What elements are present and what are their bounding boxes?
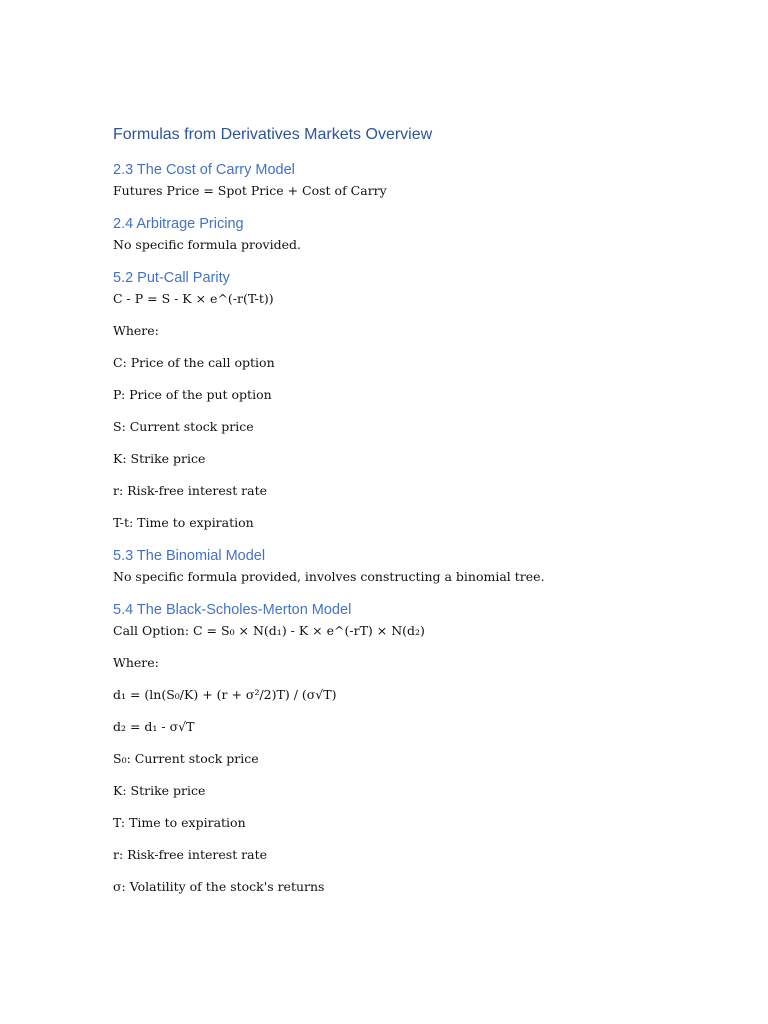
definition-line: r: Risk-free interest rate — [113, 483, 268, 498]
formula-line: Call Option: C = S₀ × N(d₁) - K × e^(-rT) × N(d₂) — [113, 623, 425, 638]
section-put-call-parity — [113, 268, 713, 532]
formula-line: d₁ = (ln(S₀/K) + (r + σ²/2)T) / (σ√T) — [113, 687, 337, 702]
document-page — [113, 124, 713, 896]
definition-line: S: Current stock price — [113, 419, 254, 434]
definition-line: P: Price of the put option — [113, 387, 272, 402]
definition-line: C: Price of the call option — [113, 355, 275, 370]
definition-line: σ: Volatility of the stock's returns — [113, 879, 325, 894]
definition-line: S₀: Current stock price — [113, 751, 259, 766]
document-title: Formulas from Derivatives Markets Overview — [113, 126, 433, 143]
section-heading: 5.2 Put-Call Parity — [113, 270, 230, 286]
definition-line: K: Strike price — [113, 451, 206, 466]
section-heading: 5.3 The Binomial Model — [113, 548, 266, 564]
section-cost-of-carry — [113, 160, 713, 200]
definition-line: K: Strike price — [113, 783, 206, 798]
section-heading: 2.3 The Cost of Carry Model — [113, 162, 295, 178]
formula-line: C - P = S - K × e^(-r(T-t)) — [113, 291, 274, 306]
where-label: Where: — [113, 323, 159, 338]
body-line: No specific formula provided. — [113, 237, 301, 252]
section-heading: 5.4 The Black-Scholes-Merton Model — [113, 602, 352, 618]
formula-line: d₂ = d₁ - σ√T — [113, 719, 195, 734]
definition-line: T-t: Time to expiration — [113, 515, 254, 530]
definition-line: T: Time to expiration — [113, 815, 246, 830]
definition-line: r: Risk-free interest rate — [113, 847, 268, 862]
section-arbitrage-pricing — [113, 214, 713, 254]
section-binomial-model — [113, 546, 713, 586]
formula-line: Futures Price = Spot Price + Cost of Carry — [113, 183, 387, 198]
section-heading: 2.4 Arbitrage Pricing — [113, 216, 244, 232]
body-line: No specific formula provided, involves constructing a binomial tree. — [113, 569, 545, 584]
where-label: Where: — [113, 655, 159, 670]
section-black-scholes-merton — [113, 600, 713, 896]
